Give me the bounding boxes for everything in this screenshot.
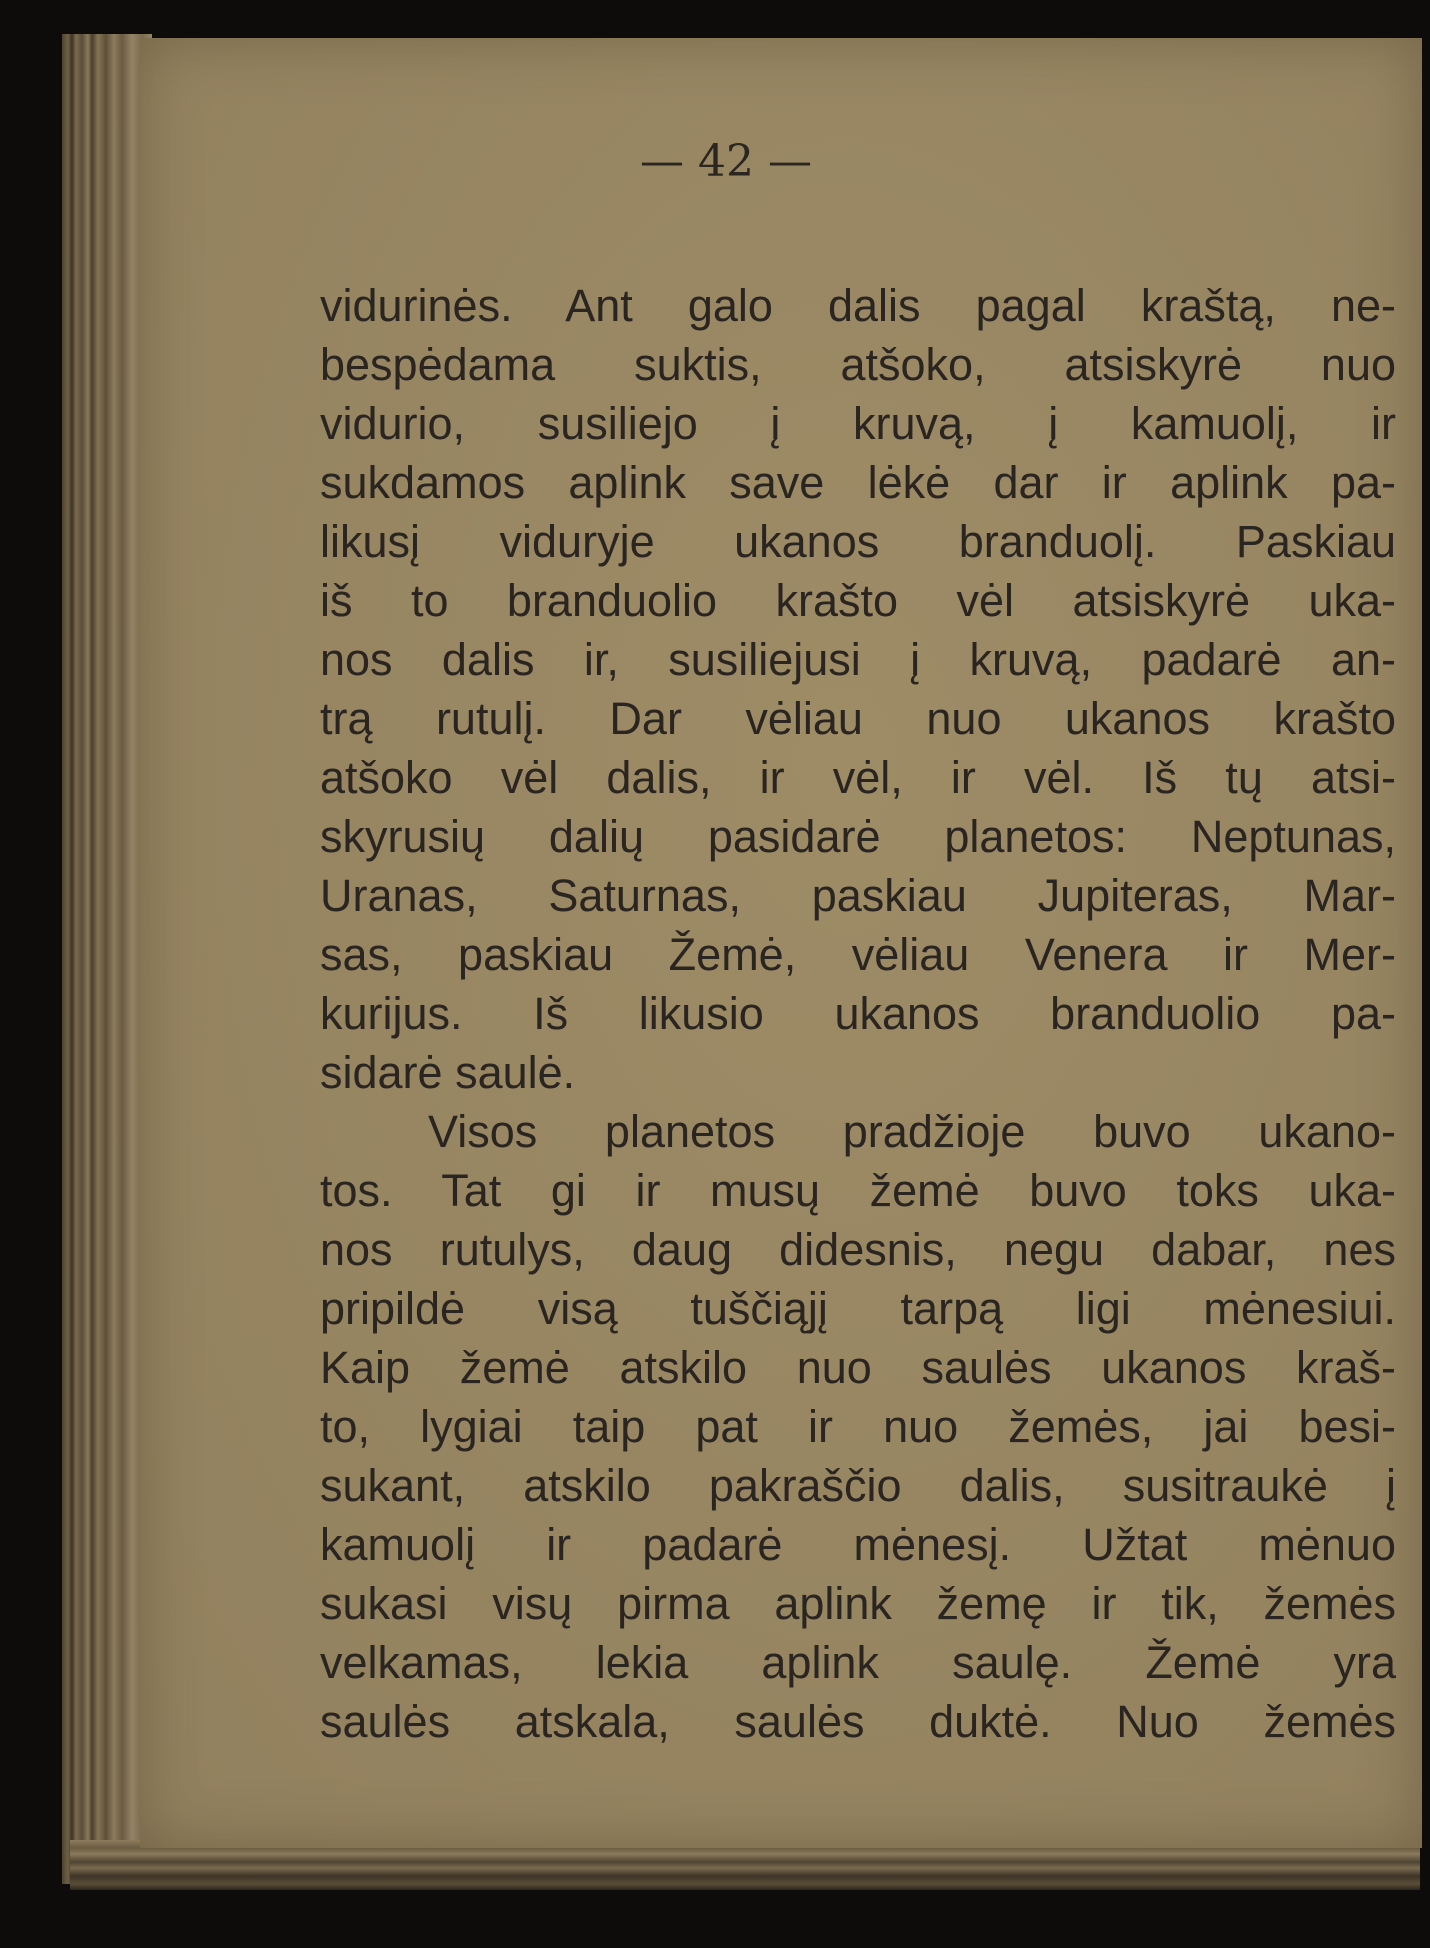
text-line: sas, paskiau Žemė, vėliau Venera ir Mer- xyxy=(320,929,1396,980)
text-line: Kaip žemė atskilo nuo saulės ukanos kraš- xyxy=(320,1342,1396,1393)
text-line: to, lygiai taip pat ir nuo žemės, jai besi- xyxy=(320,1401,1396,1452)
text-line: pripildė visą tuščiąjį tarpą ligi mėnesiui. xyxy=(320,1283,1396,1334)
text-line: bespėdama suktis, atšoko, atsiskyrė nuo xyxy=(320,339,1396,390)
text-line: vidurio, susiliejo į kruvą, į kamuolį, ir xyxy=(320,398,1396,449)
text-line: sukdamos aplink save lėkė dar ir aplink pa- xyxy=(320,457,1396,508)
text-line: sidarė saulė. xyxy=(320,1047,576,1098)
text-line: iš to branduolio krašto vėl atsiskyrė uka- xyxy=(320,575,1396,626)
book-page xyxy=(140,38,1422,1848)
text-line: kamuolį ir padarė mėnesį. Užtat mėnuo xyxy=(320,1519,1396,1570)
text-line: vidurinės. Ant galo dalis pagal kraštą, ne- xyxy=(320,280,1396,331)
text-line: sukasi visų pirma aplink žemę ir tik, žemės xyxy=(320,1578,1396,1629)
body-text xyxy=(320,276,1396,1751)
text-line: trą rutulį. Dar vėliau nuo ukanos krašto xyxy=(320,693,1396,744)
text-line: atšoko vėl dalis, ir vėl, ir vėl. Iš tų atsi- xyxy=(320,752,1396,803)
paragraph-1 xyxy=(320,276,1396,1102)
text-line: Uranas, Saturnas, paskiau Jupiteras, Mar- xyxy=(320,870,1396,921)
text-line: sukant, atskilo pakraščio dalis, susitraukė į xyxy=(320,1460,1396,1511)
text-line: Visos planetos pradžioje buvo ukano- xyxy=(428,1106,1396,1157)
text-line: saulės atskala, saulės duktė. Nuo žemės xyxy=(320,1696,1396,1747)
text-line: tos. Tat gi ir musų žemė buvo toks uka- xyxy=(320,1165,1396,1216)
text-line: kurijus. Iš likusio ukanos branduolio pa- xyxy=(320,988,1396,1039)
text-line: likusį viduryje ukanos branduolį. Paskiau xyxy=(320,516,1396,567)
paragraph-2 xyxy=(320,1102,1396,1751)
text-line: nos rutulys, daug didesnis, negu dabar, nes xyxy=(320,1224,1396,1275)
text-line: velkamas, lekia aplink saulę. Žemė yra xyxy=(320,1637,1396,1688)
page-edges xyxy=(62,34,152,1884)
text-line: nos dalis ir, susiliejusi į kruvą, padarė an- xyxy=(320,634,1396,685)
page-number: — 42 — xyxy=(640,136,812,187)
text-line: skyrusių dalių pasidarė planetos: Neptunas, xyxy=(320,811,1396,862)
